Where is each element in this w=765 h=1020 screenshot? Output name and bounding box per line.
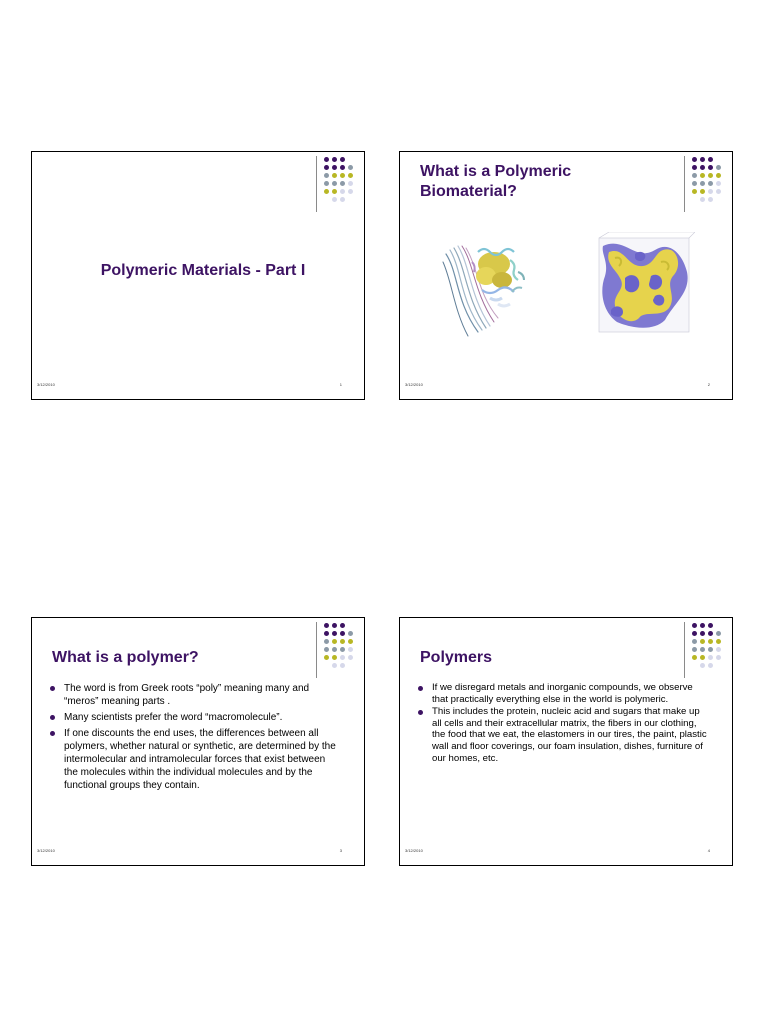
decorative-dot (348, 181, 353, 186)
decorative-dot (716, 631, 721, 636)
decorative-dot-grid (316, 622, 364, 678)
decorative-dot (324, 647, 329, 652)
decorative-dot (332, 157, 337, 162)
decorative-dot (324, 181, 329, 186)
decorative-dot (716, 173, 721, 178)
decorative-dot (692, 157, 697, 162)
decorative-dot (340, 647, 345, 652)
bullet-dot (418, 710, 423, 715)
decorative-dot (700, 165, 705, 170)
bullet-item (418, 682, 708, 705)
decorative-dot (324, 165, 329, 170)
slide-title: What is a polymer? (52, 649, 199, 666)
decorative-dot (340, 623, 345, 628)
decorative-dot (708, 647, 713, 652)
slide-3 (31, 617, 365, 866)
decorative-dot (716, 639, 721, 644)
bullet-item (50, 727, 340, 792)
decorative-dot (716, 189, 721, 194)
decorative-dot (716, 655, 721, 660)
bullet-list (418, 682, 708, 765)
decorative-dot (332, 173, 337, 178)
decorative-dot (340, 173, 345, 178)
decorative-dot (700, 197, 705, 202)
decorative-dot (348, 639, 353, 644)
protein-structure-image (438, 232, 538, 342)
decorative-dot (692, 639, 697, 644)
bullet-text: The word is from Greek roots “poly” meaning many and “meros” meaning parts . (64, 683, 310, 707)
decorative-dot (692, 647, 697, 652)
decorative-dot (708, 631, 713, 636)
decorative-dot (332, 181, 337, 186)
decorative-dot (348, 165, 353, 170)
slide-title: Polymeric Materials - Part I (100, 262, 306, 279)
decorative-dot-grid (316, 156, 364, 212)
divider-line (684, 156, 685, 212)
slide-title: What is a Polymeric Biomaterial? (420, 163, 572, 200)
slide-date: 3/12/2010 (405, 848, 423, 853)
decorative-dot (716, 647, 721, 652)
decorative-dot (324, 623, 329, 628)
decorative-dot (700, 631, 705, 636)
decorative-dot (324, 189, 329, 194)
slide-date: 3/12/2010 (37, 848, 55, 853)
bullet-text: This includes the protein, nucleic acid and sugars that make up all cells and their extracellular matrix, the fibers in our clothing, the food that we eat, the elastomers in our tires, the paint, plastic wall and floor coverings, our foam insulation, dishes, furniture of our homes, etc. (432, 706, 707, 764)
slide-4 (399, 617, 733, 866)
decorative-dot (324, 631, 329, 636)
divider-line (316, 156, 317, 212)
decorative-dot (708, 197, 713, 202)
decorative-dot (332, 663, 337, 668)
slide-number: 4 (707, 848, 710, 853)
slide-title: Polymers (420, 649, 493, 666)
bullet-item (418, 706, 708, 764)
decorative-dot (708, 181, 713, 186)
decorative-dot (708, 165, 713, 170)
decorative-dot (708, 189, 713, 194)
slide-date: 3/12/2010 (37, 382, 55, 387)
decorative-dot (700, 639, 705, 644)
decorative-dot (700, 181, 705, 186)
decorative-dot (332, 623, 337, 628)
decorative-dot (324, 639, 329, 644)
decorative-dot (348, 655, 353, 660)
decorative-dot (324, 157, 329, 162)
decorative-dot (716, 181, 721, 186)
decorative-dot (700, 173, 705, 178)
decorative-dot (332, 189, 337, 194)
decorative-dot (700, 157, 705, 162)
decorative-dot (332, 639, 337, 644)
decorative-dot (692, 189, 697, 194)
decorative-dot (340, 631, 345, 636)
decorative-dot (708, 655, 713, 660)
decorative-dot (324, 655, 329, 660)
bullet-dot (418, 686, 423, 691)
decorative-dot (692, 655, 697, 660)
decorative-dot (332, 631, 337, 636)
decorative-dot (348, 173, 353, 178)
bullet-text: If one discounts the end uses, the differences between all polymers, whether natural or synthetic, are determined by the intermolecular and intramolecular forces that exist between the molecules within the individual molecules and by the functional groups they contain. (64, 728, 336, 791)
decorative-dot (348, 647, 353, 652)
decorative-dot (692, 181, 697, 186)
decorative-dot (708, 157, 713, 162)
decorative-dot (716, 165, 721, 170)
slide-number: 1 (339, 382, 342, 387)
decorative-dot (340, 165, 345, 170)
bullet-text: Many scientists prefer the word “macromolecule”. (64, 712, 283, 723)
decorative-dot (692, 631, 697, 636)
decorative-dot (708, 623, 713, 628)
slide-date: 3/12/2010 (405, 382, 423, 387)
decorative-dot (692, 173, 697, 178)
decorative-dot (340, 157, 345, 162)
polymer-network-image (595, 232, 695, 338)
slide-2 (399, 151, 733, 400)
bullet-item (50, 682, 340, 708)
decorative-dot (340, 181, 345, 186)
decorative-dot (340, 639, 345, 644)
decorative-dot (708, 663, 713, 668)
slide-1 (31, 151, 365, 400)
decorative-dot (348, 631, 353, 636)
bullet-list (50, 682, 340, 795)
divider-line (684, 622, 685, 678)
decorative-dot (332, 197, 337, 202)
decorative-dot-grid (684, 622, 732, 678)
decorative-dot (692, 623, 697, 628)
decorative-dot (348, 189, 353, 194)
decorative-dot (692, 165, 697, 170)
decorative-dot (340, 663, 345, 668)
decorative-dot (700, 623, 705, 628)
bullet-text: If we disregard metals and inorganic compounds, we observe that practically everything else in the world is polymeric. (432, 682, 693, 705)
decorative-dot (708, 173, 713, 178)
decorative-dot (340, 189, 345, 194)
decorative-dot (700, 647, 705, 652)
decorative-dot (340, 655, 345, 660)
bullet-dot (50, 686, 55, 691)
decorative-dot (340, 197, 345, 202)
decorative-dot (700, 663, 705, 668)
slide-number: 3 (339, 848, 342, 853)
decorative-dot (700, 189, 705, 194)
decorative-dot (700, 655, 705, 660)
bullet-item (50, 711, 340, 724)
decorative-dot (324, 173, 329, 178)
decorative-dot (332, 655, 337, 660)
decorative-dot (708, 639, 713, 644)
decorative-dot (332, 647, 337, 652)
bullet-dot (50, 731, 55, 736)
slide-number: 2 (707, 382, 710, 387)
divider-line (316, 622, 317, 678)
decorative-dot-grid (684, 156, 732, 212)
decorative-dot (332, 165, 337, 170)
bullet-dot (50, 715, 55, 720)
